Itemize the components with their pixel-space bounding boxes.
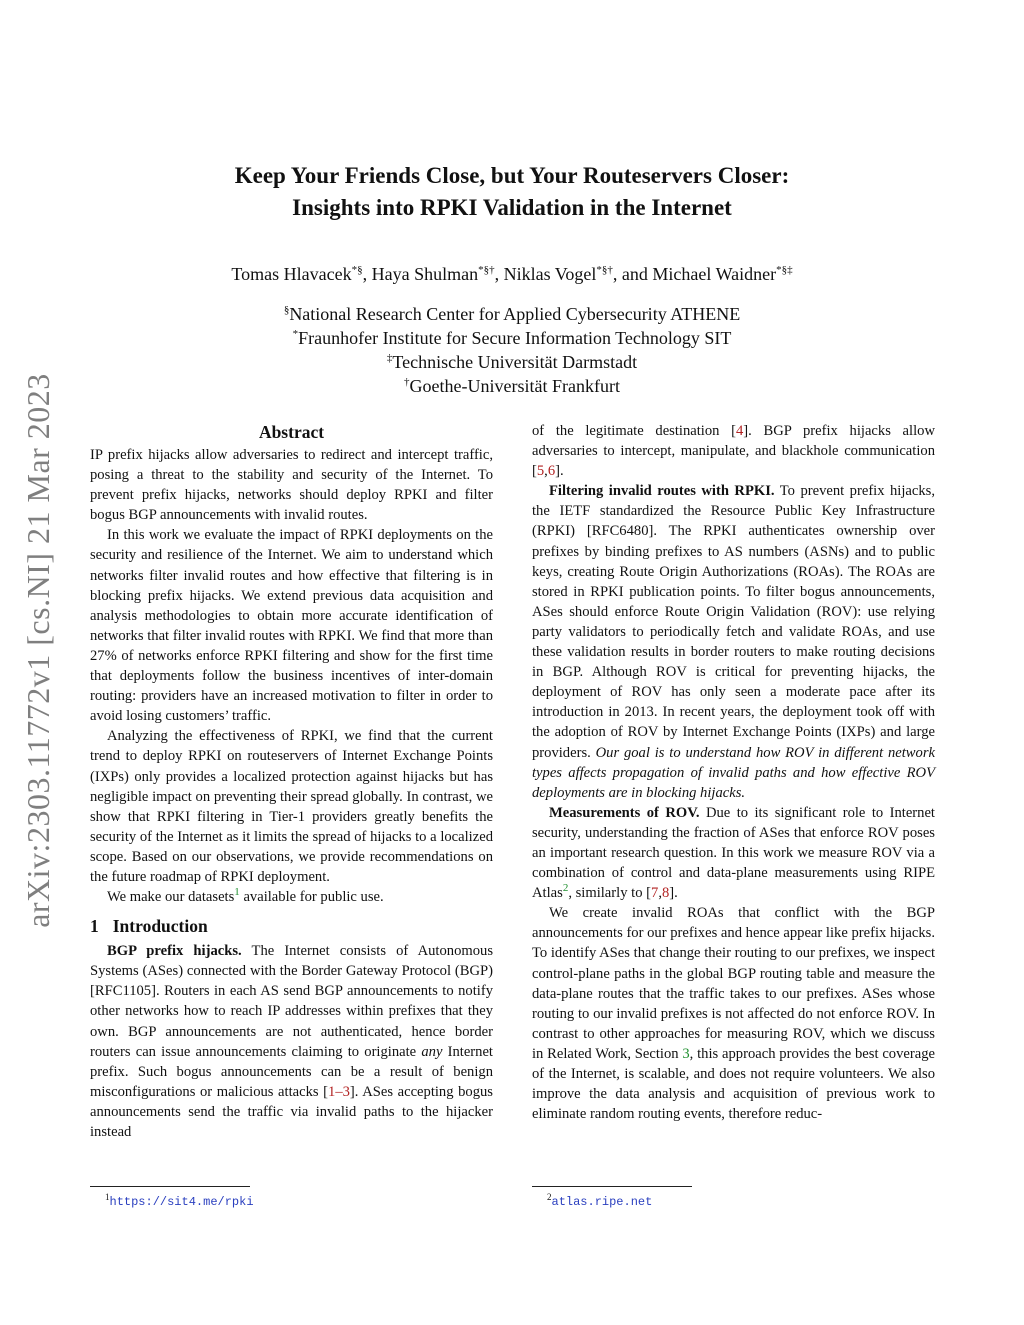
author-separator: , (494, 264, 504, 284)
text-run: , (544, 463, 548, 480)
affiliation-name: National Research Center for Applied Cybersecurity ATHENE (289, 304, 741, 324)
footnote-mark: 2 (547, 1191, 552, 1202)
text-run: of the legitimate destination [ (532, 423, 736, 439)
footnote-2 (547, 1193, 652, 1210)
text-run: ]. (669, 885, 678, 902)
affiliation-name: Technische Universität Darmstadt (392, 352, 638, 372)
text-run: , (658, 885, 662, 902)
section-title: Introduction (112, 916, 208, 937)
author-marks: *§ (351, 264, 363, 276)
citation-link[interactable]: 1–3 (328, 1083, 350, 1100)
text-run: available for public use. (239, 889, 384, 906)
text-run: Internet prefix. Such bogus announcements can be a result of benign misconfigurations or malicious attacks [ (90, 1043, 493, 1100)
author-name: Haya Shulman (371, 264, 479, 284)
author-marks: *§† (596, 264, 613, 276)
author-list (90, 262, 934, 286)
affiliation (90, 302, 934, 326)
intro-paragraph-4 (532, 903, 935, 1124)
affiliation (90, 374, 934, 398)
citation-link[interactable]: 4 (735, 423, 744, 439)
footnote-rule-left (90, 1186, 250, 1187)
text-run: The Internet consists of Autonomous Systems (ASes) connected with the Border Gateway Protocol (BGP) [RFC1105]. Routers in each AS send BGP announcements to notify other networks how to reach IP addresses within prefixes that they own. BGP announcements are not authenticated, hence border routers can issue announcements claiming to originate (90, 943, 493, 1060)
citation-link[interactable]: 7 (651, 885, 659, 902)
citation-link[interactable]: 8 (661, 885, 670, 902)
section-number: 1 (90, 916, 99, 937)
emphasis-text: any (421, 1043, 443, 1060)
affiliation-mark: § (283, 304, 290, 316)
text-run: We create invalid ROAs that conflict with the BGP announcements for our prefixes and hence appear like prefix hijacks. To identify ASes that change their routing to our prefixes, we inspect control-plane paths in the global BGP routing table and measure the data-plane routes that the traffic takes to our prefixes. ASes whose routing to our invalid prefixes is not affected do not enforce ROV. In contrast to other approaches for measuring ROV, which we discuss in Related Work, Section (532, 905, 935, 1062)
text-run: ]. BGP prefix hijacks allow adversaries to intercept, manipulate, and blackhole communication [ (532, 423, 935, 480)
intro-paragraph-2 (532, 481, 935, 803)
left-column (90, 421, 493, 1142)
text-run: ]. (555, 463, 564, 480)
intro-paragraph-3 (532, 803, 935, 903)
intro-paragraph-1 (90, 941, 493, 1142)
title-line-1: Keep Your Friends Close, but Your Routeservers Closer: (234, 163, 790, 188)
footnote-link-2[interactable]: 2 (562, 882, 569, 895)
footnote-rule-right (532, 1186, 692, 1187)
paragraph-heading: BGP prefix hijacks. (107, 943, 242, 960)
affiliation (90, 326, 934, 350)
author-marks: *§‡ (776, 264, 793, 276)
author-separator: , (362, 264, 372, 284)
abstract-paragraph-3: Analyzing the effectiveness of RPKI, we find that the current trend to deploy RPKI on routeservers of Internet Exchange Points (IXPs) only provides a localized protection against hijacks but has negligible impact on preventing their spread globally. In contrast, we show that RPKI filtering in Tier-1 providers greatly benefits the security of the Internet as it limits the spread of hijacks to a localized scope. Based on our observations, we provide recommendations on the future roadmap of RPKI deployment. (90, 728, 493, 885)
arxiv-identifier: arXiv:2303.11772v1 [cs.NI] 21 Mar 2023 (19, 372, 56, 928)
affiliation-name: Fraunhofer Institute for Secure Information Technology SIT (298, 328, 732, 348)
intro-paragraph-1-continued (532, 421, 935, 481)
affiliation-mark: ‡ (386, 352, 393, 364)
footnote-url-link[interactable]: https://sit4.me/rpki (109, 1195, 254, 1209)
author-name: Niklas Vogel (503, 264, 597, 284)
section-crossref-link[interactable]: 3 (682, 1045, 690, 1062)
abstract-heading: Abstract (258, 422, 325, 442)
footnote-mark: 1 (105, 1191, 110, 1202)
text-run: ]. ASes accepting bogus announcements send the traffic via invalid paths to the hijacker instead (90, 1083, 493, 1140)
right-column (532, 421, 935, 1124)
text-run: We make our datasets (107, 889, 235, 906)
paragraph-heading: Filtering invalid routes with RPKI. (549, 483, 775, 500)
affiliation (90, 350, 934, 374)
author-separator: , and (612, 264, 653, 284)
abstract-paragraph-1: IP prefix hijacks allow adversaries to redirect and intercept traffic, posing a threat to the stability and security of the Internet. To prevent prefix hijacks, networks should deploy RPKI and filter bogus BGP announcements with invalid routes. (90, 447, 493, 524)
goal-statement: Our goal is to understand how ROV in different network types affects propagation of invalid paths and how effective ROV deployments are in blocking hijacks. (532, 744, 935, 801)
footnote-link-1[interactable]: 1 (234, 886, 240, 899)
author-marks: *§† (478, 264, 495, 276)
text-run: To prevent prefix hijacks, the IETF standardized the Resource Public Key Infrastructure (RPKI) [RFC6480]. The RPKI authenticates ownership over prefixes by binding prefixes to AS numbers (ASNs) and to public keys, creating Route Origin Authorizations (ROAs). The ROAs are stored in RPKI publication points. To filter bogus announcements, ASes should enforce Route Origin Validation (ROV): use relying party validators to periodically fetch and validate ROAs, and use these validation results in border routers to make routing decisions in BGP. Although ROV is critical for preventing hijacks, the deployment of ROV has only seen a moderate pace after its introduction in 2013. In recent years, the deployment took off with the adoption of ROV by Internet Exchange Points (IXPs) and large providers. (532, 483, 935, 761)
footnote-url-link[interactable]: atlas.ripe.net (551, 1195, 653, 1209)
section-heading-introduction (90, 915, 493, 937)
affiliation-name: Goethe-Universität Frankfurt (409, 376, 620, 396)
affiliation-mark: * (292, 328, 299, 340)
citation-link[interactable]: 6 (547, 463, 556, 480)
abstract-paragraph-2: In this work we evaluate the impact of RPKI deployments on the security and resilience of the Internet. We aim to understand which networks filter invalid routes and how effective that filtering is in blocking prefix hijacks. We extend previous data acquisition and analysis methodologies to obtain more accurate identification of networks that filter invalid routes with RPKI. We find that more than 27% of networks enforce RPKI filtering and show for the first time that deployments follow the business incentives of inter-domain routing: providers have an increased motivation to filter in order to avoid losing customers’ traffic. (90, 527, 493, 725)
paper-title (90, 160, 934, 224)
text-run: Due to its significant role to Internet security, understanding the fraction of ASes that enforce ROV poses an important research question. In this work we measure ROV via a combination of control and data-plane measurements using RIPE Atlas (532, 804, 935, 902)
footnote-1 (105, 1193, 254, 1210)
affiliation-mark: † (404, 376, 410, 388)
paragraph-heading: Measurements of ROV. (549, 804, 700, 821)
author-name: Tomas Hlavacek (231, 264, 352, 284)
affiliation-list (90, 302, 934, 398)
text-run: , this approach provides the best coverage of the Internet, is scalable, and does not require volunteers. We also improve the data analysis and acquisition of previous work to eliminate random routing events, therefore reduc- (532, 1045, 935, 1123)
text-run: , similarly to [ (568, 885, 652, 902)
author-name: Michael Waidner (652, 264, 777, 284)
abstract-paragraph-4 (90, 887, 493, 907)
citation-link[interactable]: 5 (536, 463, 545, 480)
arxiv-sidebar-stamp (10, 355, 66, 945)
title-line-2: Insights into RPKI Validation in the Internet (292, 195, 732, 220)
